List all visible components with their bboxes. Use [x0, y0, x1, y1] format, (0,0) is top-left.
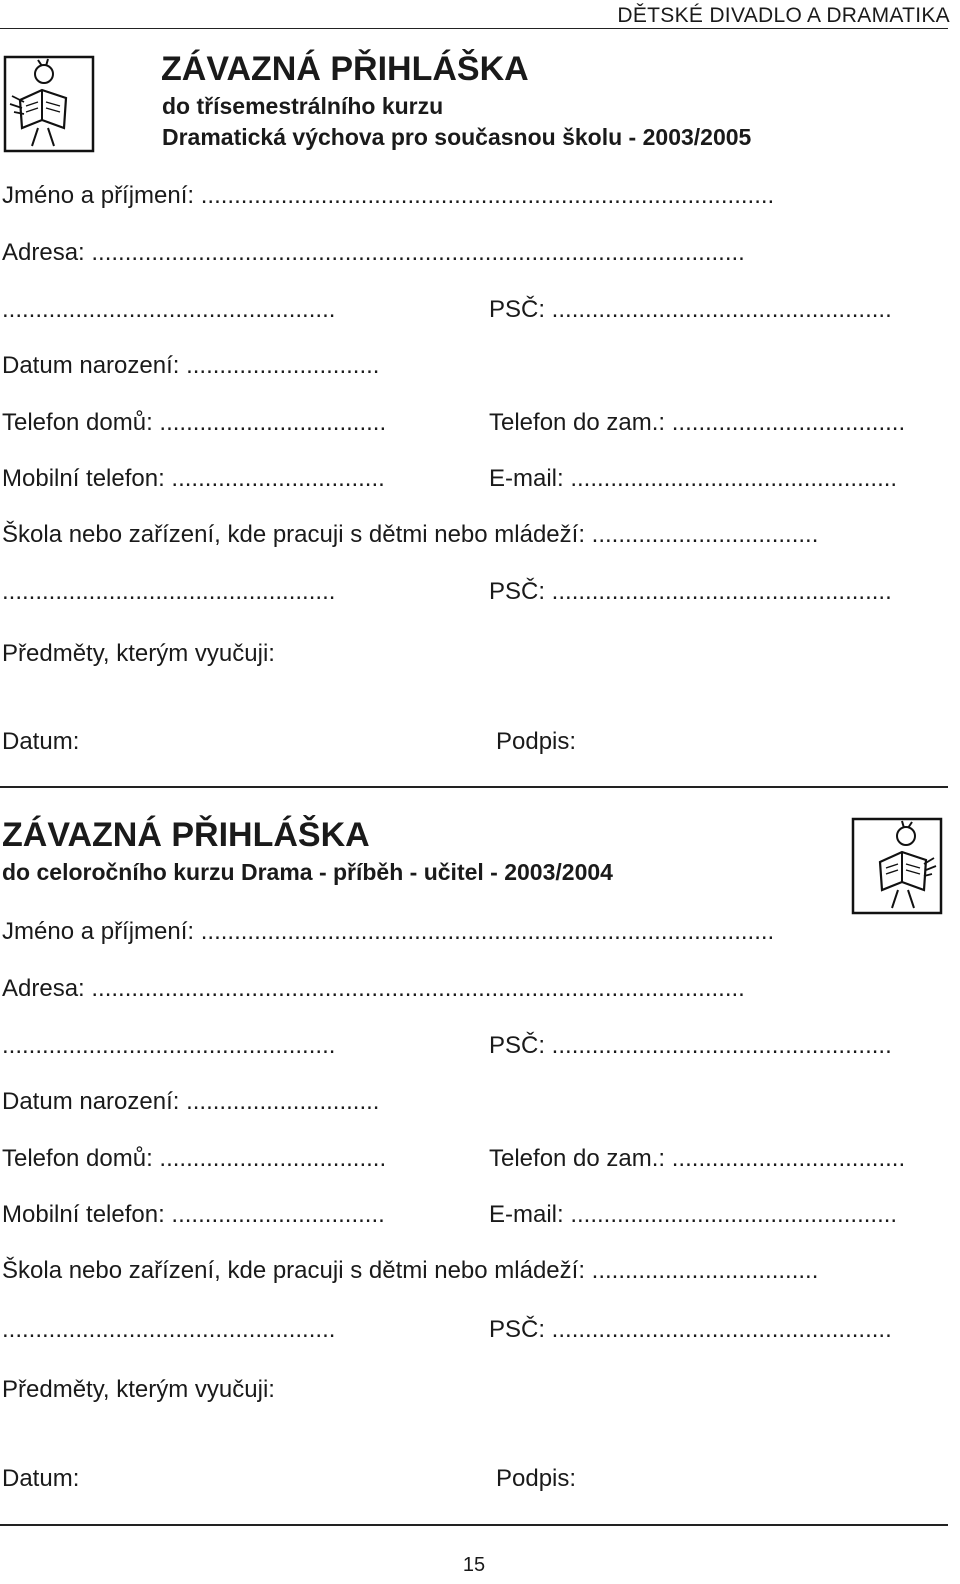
form2-address-cont: .................................................. [2, 1032, 336, 1059]
form1-subjects-label: Předměty, kterým vyučuji: [2, 640, 275, 667]
form2-name-field: Jméno a příjmení: ...................................................................................... [2, 918, 775, 945]
form1-school-field: Škola nebo zařízení, kde pracuji s dětmi nebo mládeží: .................................. [2, 521, 819, 548]
form2-date-label: Datum: [2, 1465, 80, 1492]
page-number: 15 [462, 1554, 486, 1576]
form2-email-field: E-mail: ................................................. [489, 1201, 898, 1228]
running-header: DĚTSKÉ DIVADLO A DRAMATIKA [617, 4, 950, 27]
form1-birthdate-field: Datum narození: ............................. [2, 352, 380, 379]
reading-figure-icon [2, 54, 96, 154]
header-rule [0, 28, 948, 29]
form2-subjects-label: Předměty, kterým vyučuji: [2, 1376, 275, 1403]
form1-address-cont: .................................................. [2, 296, 336, 323]
form2-subtitle: do celoročního kurzu Drama - příběh - učitel - 2003/2004 [2, 859, 613, 885]
form1-school-cont: .................................................. [2, 578, 336, 605]
form1-address-field: Adresa: .................................................................................................. [2, 239, 745, 266]
reading-figure-icon [850, 816, 944, 916]
form1-name-field: Jméno a příjmení: ...................................................................................... [2, 182, 775, 209]
section-divider [0, 786, 948, 788]
form2-mobile-field: Mobilní telefon: ................................ [2, 1201, 385, 1228]
form2-signature-label: Podpis: [496, 1465, 577, 1492]
form1-mobile-field: Mobilní telefon: ................................ [2, 465, 385, 492]
form1-phone-work-field: Telefon do zam.: ................................... [489, 409, 906, 436]
form1-title: ZÁVAZNÁ PŘIHLÁŠKA [161, 50, 529, 88]
form2-phone-work-field: Telefon do zam.: ................................... [489, 1145, 906, 1172]
form2-school-psc-field: PSČ: ................................................... [489, 1316, 892, 1343]
form1-subtitle-1: do třísemestrálního kurzu [162, 93, 444, 119]
form1-school-psc-field: PSČ: ................................................... [489, 578, 892, 605]
form2-birthdate-field: Datum narození: ............................. [2, 1088, 380, 1115]
form2-address-field: Adresa: .................................................................................................. [2, 975, 745, 1002]
form2-psc-field: PSČ: ................................................... [489, 1032, 892, 1059]
form1-date-label: Datum: [2, 728, 80, 755]
form1-phone-home-field: Telefon domů: .................................. [2, 409, 387, 436]
form1-subtitle-2: Dramatická výchova pro současnou školu - 2003/2005 [162, 124, 752, 150]
footer-rule [0, 1524, 948, 1526]
form2-school-cont: .................................................. [2, 1316, 336, 1343]
form2-school-field: Škola nebo zařízení, kde pracuji s dětmi nebo mládeží: .................................. [2, 1257, 819, 1284]
form2-phone-home-field: Telefon domů: .................................. [2, 1145, 387, 1172]
form1-psc-field: PSČ: ................................................... [489, 296, 892, 323]
form2-title: ZÁVAZNÁ PŘIHLÁŠKA [2, 816, 370, 854]
form1-signature-label: Podpis: [496, 728, 577, 755]
form1-email-field: E-mail: ................................................. [489, 465, 898, 492]
